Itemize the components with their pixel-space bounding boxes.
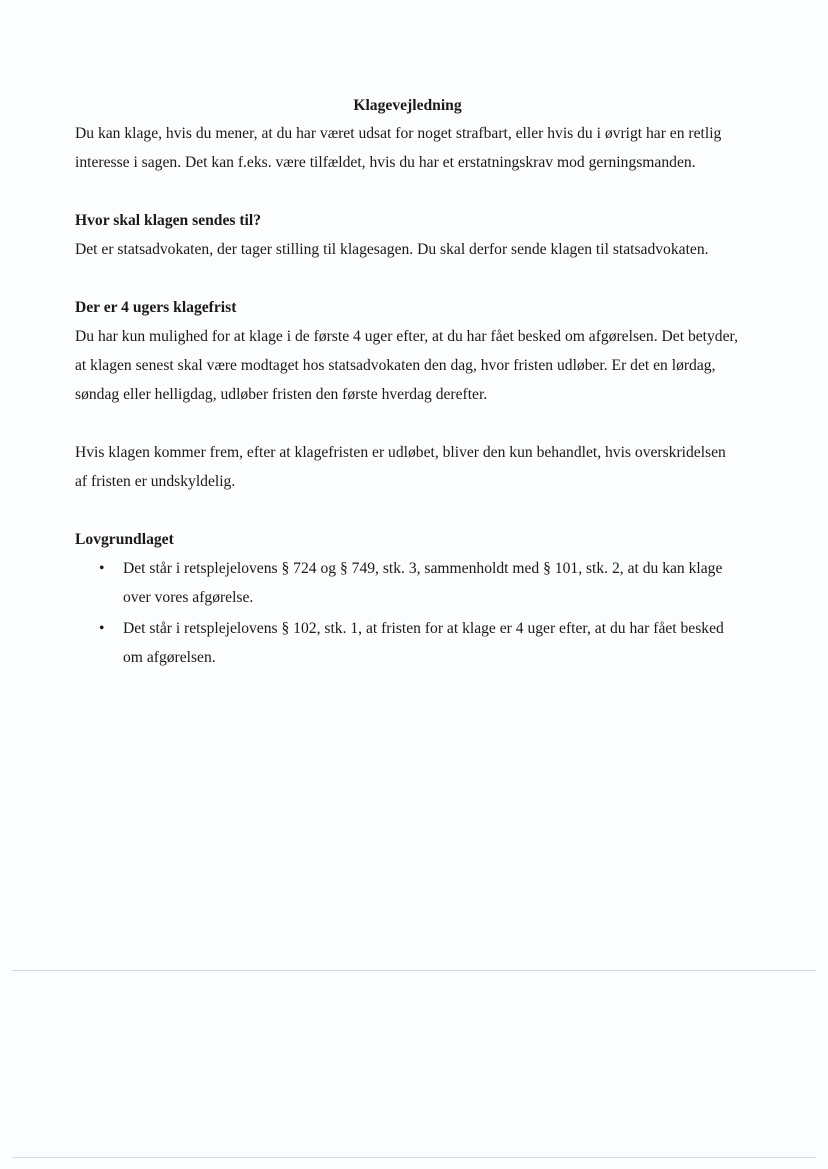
- document-title: Klagevejledning: [353, 97, 462, 114]
- list-item: [75, 614, 740, 672]
- bullet-icon: •: [99, 560, 105, 577]
- scan-divider-line: [12, 970, 816, 971]
- list-item-text: Det står i retsplejelovens § 102, stk. 1, at fristen for at klage er 4 uger efter, at du har fået besked om afgørelsen.: [123, 620, 724, 666]
- section-heading-legal-basis: Lovgrundlaget: [75, 531, 174, 548]
- document-body: [75, 93, 740, 674]
- list-item-text: Det står i retsplejelovens § 724 og § 749, stk. 3, sammenholdt med § 101, stk. 2, at du kan klage over vores afgørelse.: [123, 560, 723, 606]
- list-item: [75, 554, 740, 612]
- section-heading-deadline: Der er 4 ugers klagefrist: [75, 299, 237, 316]
- section-paragraph-deadline: Du har kun mulighed for at klage i de første 4 uger efter, at du har fået besked om afgørelsen. Det betyder, at klagen senest skal være modtaget hos statsadvokaten den dag, hvor fristen udløber. Er det en lørdag, søndag eller helligdag, udløber fristen den første hverdag derefter.: [75, 328, 738, 403]
- section-paragraph-where-to-send: Det er statsadvokaten, der tager stilling til klagesagen. Du skal derfor sende klagen til statsadvokaten.: [75, 241, 709, 258]
- legal-basis-list: [75, 554, 740, 672]
- bullet-icon: •: [99, 620, 105, 637]
- intro-paragraph: Du kan klage, hvis du mener, at du har været udsat for noget strafbart, eller hvis du i øvrigt har en retlig interesse i sagen. Det kan f.eks. være tilfældet, hvis du har et erstatningskrav mod gerningsmanden.: [75, 125, 722, 171]
- section-heading-where-to-send: Hvor skal klagen sendes til?: [75, 212, 261, 229]
- scan-bottom-edge: [12, 1157, 816, 1158]
- section-paragraph-late-complaint: Hvis klagen kommer frem, efter at klagefristen er udløbet, bliver den kun behandlet, hvis overskridelsen af fristen er undskyldelig.: [75, 444, 726, 490]
